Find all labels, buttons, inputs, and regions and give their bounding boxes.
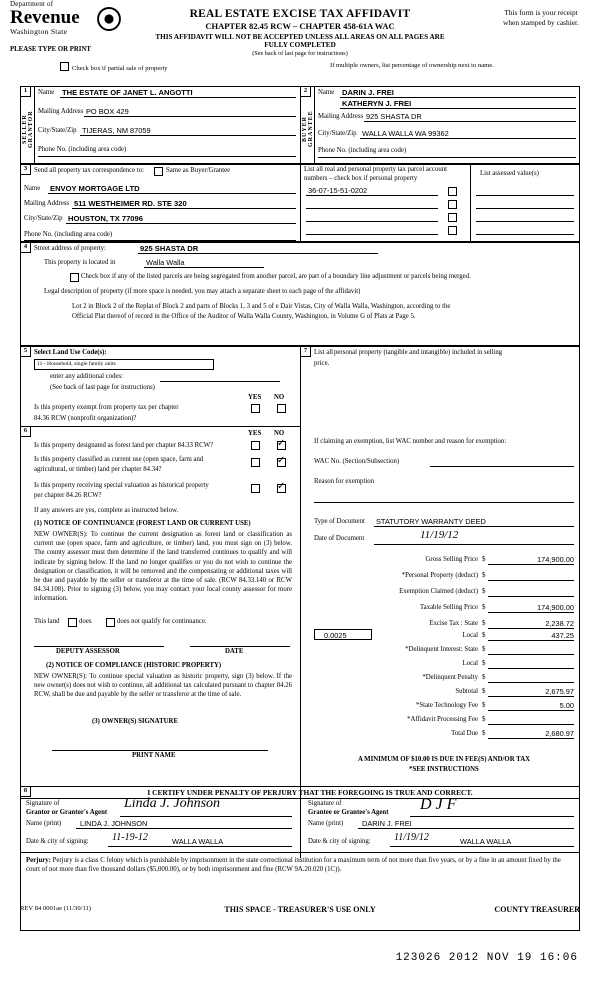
section-8-top-rule — [20, 786, 580, 787]
s6-yes-header: YES — [248, 430, 262, 437]
amount-row-12-value[interactable]: 2,680.97 — [545, 729, 574, 738]
amount-row-0-value[interactable]: 174,900.00 — [537, 555, 574, 564]
doc-date-value[interactable]: 11/19/12 — [420, 529, 459, 541]
assessed-row-1-rule — [476, 208, 574, 209]
located-in-label: This property is located in — [44, 259, 116, 266]
land-use-selected: 11 - Household, single family units — [37, 361, 116, 367]
perjury-text — [26, 856, 574, 875]
corr-citystatezip-rule — [66, 223, 296, 224]
amount-row-9-rule — [488, 696, 574, 697]
amount-row-9-label: Subtotal — [455, 688, 478, 695]
seller-name-rule — [60, 97, 296, 98]
assessed-row-3-rule — [476, 234, 574, 235]
seller-mailing-value[interactable]: PO BOX 429 — [86, 107, 129, 116]
title-line-3: THIS AFFIDAVIT WILL NOT BE ACCEPTED UNLESS ALL AREAS ON ALL PAGES ARE FULLY COMPLETED — [155, 33, 445, 49]
land-use-see-back: (See back of last page for instructions) — [50, 384, 155, 391]
assessed-header: List assessed value(s) — [480, 170, 539, 177]
footer-revision: REV 84 0001ae (11/30/11) — [20, 905, 91, 912]
amount-row-0-label: Gross Selling Price — [425, 556, 478, 563]
s6-question-2b: agricultural, or timber) land per chapter 84.34? — [34, 466, 162, 473]
owner-signature-heading: (3) OWNER(S) SIGNATURE — [92, 718, 178, 725]
does-qualify-checkbox[interactable] — [68, 618, 77, 627]
does-not-label: does not qualify for continuance. — [117, 618, 207, 625]
notice-compliance-text: NEW OWNER(S): To continue special valuation as historic property, sign (3) below. If the new owner(s) does not wish to continue, all additional tax calculated pursuant to chapter 84.26 RCW, shall be due and payable by the seller or transferor at the time of sale. — [34, 673, 292, 699]
exempt-question-line-2: 84.36 RCW (nonprofit organization)? — [34, 415, 137, 422]
owner-signature-rule — [52, 750, 268, 751]
buyer-mailing-value[interactable]: 925 SHASTA DR — [366, 112, 422, 121]
grantor-name-label: Name (print) — [26, 820, 62, 827]
seller-citystatezip-rule — [80, 135, 296, 136]
amount-row-5-value[interactable]: 437.25 — [551, 631, 574, 640]
s6-question-3b: per chapter 84.26 RCW? — [34, 492, 102, 499]
section-7-number: 7 — [300, 346, 311, 357]
assessor-date-rule — [190, 646, 290, 647]
s6-question-3a: Is this property receiving special valuation as historical property — [34, 482, 209, 489]
amount-row-11-prefix: $ — [482, 716, 486, 723]
section-1-number: 1 — [20, 86, 31, 97]
corr-citystatezip-value[interactable]: HOUSTON, TX 77096 — [68, 214, 143, 223]
grantee-date-label: Date & city of signing: — [308, 838, 371, 845]
does-label: does — [79, 618, 92, 625]
this-land-label: This land — [34, 618, 60, 625]
amount-row-1-label: *Personal Property (deduct) — [401, 572, 478, 579]
deputy-assessor-label: DEPUTY ASSESSOR — [56, 648, 120, 655]
grantor-signature-handwriting[interactable]: Linda J. Johnson — [124, 796, 221, 811]
amount-row-7-prefix: $ — [482, 660, 486, 667]
seller-mailing-rule — [84, 116, 296, 117]
amount-row-2-rule — [488, 596, 574, 597]
exempt-yes-checkbox[interactable] — [251, 404, 260, 413]
grantor-name-value[interactable]: LINDA J. JOHNSON — [80, 819, 148, 828]
parcel-row-3-checkbox[interactable] — [448, 226, 457, 235]
exempt-no-checkbox[interactable] — [277, 404, 286, 413]
parcel-row-3-rule — [306, 234, 438, 235]
corr-name-rule — [48, 193, 296, 194]
seller-citystatezip-label: City/State/Zip — [38, 127, 77, 134]
print-name-label: PRINT NAME — [132, 752, 176, 759]
amount-row-12-prefix: $ — [482, 730, 486, 737]
amount-row-8-rule — [488, 682, 574, 683]
multiple-owners-note: If multiple owners, list percentage of ownership next to name. — [330, 62, 494, 69]
s6-q1-yes-checkbox[interactable] — [251, 441, 260, 450]
corr-mailing-rule — [72, 208, 296, 209]
amount-row-2-label: Exemption Claimed (deduct) — [399, 588, 478, 595]
amount-row-11-label: *Affidavit Processing Fee — [407, 716, 478, 723]
swirl-icon: ⦿ — [96, 6, 123, 35]
corr-mailing-value[interactable]: 511 WESTHEIMER RD. STE 320 — [74, 199, 187, 208]
amount-row-10-label: *State Technology Fee — [415, 702, 478, 709]
grantee-name-rule — [358, 828, 574, 829]
logo-state: Washington State — [10, 27, 68, 36]
perjury-label: Perjury: — [26, 857, 51, 864]
amount-row-0-prefix: $ — [482, 556, 486, 563]
grantor-signature-rule — [120, 816, 292, 817]
grantee-signature-handwriting[interactable]: D J F — [420, 796, 457, 813]
section-4-number: 4 — [20, 242, 31, 253]
amount-row-2-prefix: $ — [482, 588, 486, 595]
exempt-question-line-1: Is this property exempt from property tax per chapter — [34, 404, 179, 411]
parcel-row-2-rule — [306, 221, 438, 222]
s7-line-3: price. — [314, 360, 330, 367]
certify-heading-rule — [20, 798, 580, 799]
grantee-name-label: Name (print) — [308, 820, 344, 827]
amount-row-1-rule — [488, 580, 574, 581]
buyer-name-label: Name — [318, 89, 335, 96]
section-6-top-rule — [20, 426, 300, 427]
minimum-due-note: A MINIMUM OF $10.00 IS DUE IN FEE(S) AND/OR TAX — [357, 756, 531, 763]
parcel-header-line-2: numbers – check box if personal property — [304, 175, 418, 182]
seller-phone-rule — [38, 156, 296, 157]
footer-treasurer-space: THIS SPACE - TREASURER'S USE ONLY — [224, 905, 376, 914]
please-type-or-print: PLEASE TYPE OR PRINT — [10, 46, 91, 53]
reason-exemption-rule — [314, 502, 574, 503]
buyer-citystatezip-rule — [360, 138, 576, 139]
buyer-name-rule-2 — [340, 108, 576, 109]
street-address-value[interactable]: 925 SHASTA DR — [140, 244, 199, 253]
section-3-number: 3 — [20, 164, 31, 175]
grantor-date-label: Date & city of signing: — [26, 838, 89, 845]
segregate-checkbox[interactable] — [70, 273, 79, 282]
amount-row-5-rule — [488, 640, 574, 641]
seller-side-divider — [34, 86, 35, 164]
s6-if-any-note: If any answers are yes, complete as instructed below. — [34, 507, 179, 514]
amount-row-0-rule — [488, 564, 574, 565]
logo-revenue: Revenue — [10, 7, 80, 28]
located-in-value[interactable]: Walla Walla — [146, 258, 185, 267]
title-line-1: REAL ESTATE EXCISE TAX AFFIDAVIT — [189, 8, 411, 20]
corr-name-value[interactable]: ENVOY MORTGAGE LTD — [50, 184, 140, 193]
amount-row-11-rule — [488, 724, 574, 725]
receipt-note — [482, 8, 600, 28]
amount-row-8-label: *Delinquent Penalty — [422, 674, 478, 681]
amount-row-4-rule — [488, 628, 574, 629]
s6-q3-no-mark: ✓ — [277, 481, 286, 492]
buyer-citystatezip-label: City/State/Zip — [318, 130, 357, 137]
grantor-signature-label-1: Signature of — [26, 800, 60, 807]
amount-row-3-prefix: $ — [482, 604, 486, 611]
s7-line-2: personal property (tangible and intangible) included in selling — [334, 349, 503, 356]
assessor-date-label: DATE — [225, 648, 244, 655]
assessed-row-2-rule — [476, 221, 574, 222]
amount-row-6-label: *Delinquent Interest: State — [405, 646, 478, 653]
buyer-name-value-1[interactable]: DARIN J. FREI — [342, 88, 394, 97]
local-rate-value: 0.0025 — [324, 631, 347, 640]
correspondence-divider — [300, 164, 301, 242]
assessed-divider — [470, 164, 471, 242]
amount-row-6-prefix: $ — [482, 646, 486, 653]
amount-row-4-prefix: $ — [482, 620, 486, 627]
seller-phone-label: Phone No. (including area code) — [38, 146, 127, 153]
buyer-side-divider — [314, 86, 315, 164]
s6-question-1: Is this property designated as forest land per chapter 84.33 RCW? — [34, 442, 214, 449]
amount-row-3-value[interactable]: 174,900.00 — [537, 603, 574, 612]
doc-date-rule — [374, 544, 574, 545]
amount-row-12-label: Total Due — [451, 730, 478, 737]
doc-type-value[interactable]: STATUTORY WARRANTY DEED — [376, 517, 486, 526]
grantee-signature-rule — [410, 816, 574, 817]
amount-row-10-rule — [488, 710, 574, 711]
street-address-rule — [138, 253, 378, 254]
parcel-row-0-rule — [306, 195, 438, 196]
form-frame — [20, 26, 580, 936]
grantor-name-rule — [76, 828, 292, 829]
legal-description-label: Legal description of property (if more space is needed, you may attach a separate sheet to each page of the affidavit) — [44, 288, 361, 295]
send-correspondence-label: Send all property tax correspondence to: — [34, 167, 145, 174]
section-6-number: 6 — [20, 426, 31, 437]
seller-side-label: SELLER GRANTOR — [22, 110, 34, 148]
title-line-2: CHAPTER 82.45 RCW – CHAPTER 458-61A WAC — [205, 21, 395, 31]
grantor-city-value[interactable]: WALLA WALLA — [172, 837, 224, 846]
receipt-line-1: This form is your receipt — [504, 8, 578, 17]
notice-continuance-heading: (1) NOTICE OF CONTINUANCE (FOREST LAND OR CURRENT USE) — [34, 520, 251, 527]
perjury-body: Perjury is a class C felony which is punishable by imprisonment in the state correctional institution for a maximum term of not more than five years, or by a fine in an amount fixed by the court of not more than five thousand dollars ($5,000.00), or by both imprisonment and fine (RCW 9A.20.020 (1C)). — [26, 857, 561, 874]
grantor-date-rule — [108, 846, 292, 847]
partial-sale-label: Check box if partial sale of property — [72, 65, 168, 72]
amount-row-4-value[interactable]: 2,238.72 — [545, 619, 574, 628]
amount-row-3-label: Taxable Selling Price — [419, 604, 478, 611]
doc-type-rule — [374, 526, 574, 527]
party-divider — [300, 86, 301, 164]
amount-row-3-rule — [488, 612, 574, 613]
corr-citystatezip-label: City/State/Zip — [24, 215, 63, 222]
treasurer-stamp: 123026 2012 NOV 19 16:06 — [395, 952, 578, 964]
amount-row-10-prefix: $ — [482, 702, 486, 709]
see-instructions-note: *SEE INSTRUCTIONS — [409, 766, 479, 773]
parcel-row-0-value[interactable]: 36-07-15-51-0202 — [308, 186, 368, 195]
parcel-row-1-rule — [306, 208, 438, 209]
seller-mailing-label: Mailing Address — [38, 108, 84, 115]
seller-citystatezip-value[interactable]: TIJERAS, NM 87059 — [82, 126, 151, 135]
s6-q1-no-mark: ✓ — [277, 438, 286, 449]
amount-row-1-prefix: $ — [482, 572, 486, 579]
corr-name-label: Name — [24, 185, 41, 192]
footer-county-treasurer: COUNTY TREASURER — [494, 905, 580, 914]
buyer-name-value-2[interactable]: KATHERYN J. FREI — [342, 99, 412, 108]
buyer-side-label: BUYER GRANTEE — [302, 110, 314, 148]
seller-name-value[interactable]: THE ESTATE OF JANET L. ANGOTTI — [62, 88, 193, 97]
buyer-mailing-label: Mailing Address — [318, 113, 364, 120]
amount-row-5-prefix: $ — [482, 632, 486, 639]
parcel-row-2-checkbox[interactable] — [448, 213, 457, 222]
reason-exemption-label: Reason for exemption — [314, 478, 375, 485]
land-use-yes-header: YES — [248, 394, 262, 401]
amount-row-7-label: Local — [462, 660, 478, 667]
s6-question-2a: Is this property classified as current use (open space, farm and — [34, 456, 204, 463]
parcel-row-1-checkbox[interactable] — [448, 200, 457, 209]
exemption-claim-label: If claiming an exemption, list WAC number and reason for exemption: — [314, 438, 507, 445]
land-use-title: Select Land Use Code(s): — [34, 349, 107, 356]
section-2-number: 2 — [300, 86, 311, 97]
amount-row-6-rule — [488, 654, 574, 655]
amount-row-10-value[interactable]: 5.00 — [559, 701, 574, 710]
buyer-mailing-rule — [364, 121, 576, 122]
assessed-row-0-rule — [476, 195, 574, 196]
amount-row-9-prefix: $ — [482, 688, 486, 695]
section-8-number: 8 — [20, 786, 31, 797]
receipt-line-2: when stamped by cashier. — [503, 18, 579, 27]
notice-compliance-heading: (2) NOTICE OF COMPLIANCE (HISTORIC PROPERTY) — [46, 662, 222, 669]
buyer-phone-label: Phone No. (including area code) — [318, 147, 407, 154]
grantee-date-rule — [390, 846, 574, 847]
legal-description-line-1: Lot 2 in Block 2 of the Replat of Block 2 and parts of Blocks 1, 3 and 5 of e Dair Vistas, City of Walla Walla, Washington, according to the — [72, 303, 451, 310]
amount-row-4-label: Excise Tax : State — [429, 620, 478, 627]
certify-divider — [300, 798, 301, 858]
amount-row-5-label: Local — [462, 632, 478, 639]
s6-q2-no-mark: ✓ — [277, 455, 286, 466]
deputy-assessor-rule — [34, 646, 164, 647]
grantee-name-value[interactable]: DARIN J. FREI — [362, 819, 412, 828]
doc-type-label: Type of Document — [314, 518, 365, 525]
corr-phone-label: Phone No. (including area code) — [24, 231, 113, 238]
logo-department: Department of — [10, 0, 54, 8]
legal-description-line-2: Official Plat thereof of record in the Office of the Auditor of Walla Walla County, Washington, in Volume G of Plats at Page 5. — [72, 313, 416, 320]
land-use-no-header: NO — [274, 394, 285, 401]
segregate-note: Check box if any of the listed parcels are being segregated from another parcel, are part of a boundary line adjustment or parcels being merged. — [81, 273, 471, 280]
buyer-name-rule-1 — [340, 97, 576, 98]
certify-heading: I CERTIFY UNDER PENALTY OF PERJURY THAT THE FOREGOING IS TRUE AND CORRECT. — [147, 788, 473, 797]
doc-date-label: Date of Document — [314, 535, 365, 542]
s7-line-1: List all — [314, 349, 334, 356]
grantee-signature-label-2: Grantee or Grantee's Agent — [308, 809, 389, 816]
grantor-date-value[interactable]: 11-19-12 — [112, 832, 148, 843]
buyer-phone-rule — [318, 157, 576, 158]
grantee-date-value[interactable]: 11/19/12 — [394, 832, 429, 843]
additional-codes-label: enter any additional codes: — [50, 373, 124, 380]
amount-row-9-value[interactable]: 2,675.97 — [545, 687, 574, 696]
grantee-signature-label-1: Signature of — [308, 800, 342, 807]
located-in-rule — [144, 267, 264, 268]
wac-number-label: WAC No. (Section/Subsection) — [314, 458, 400, 465]
additional-codes-rule — [160, 381, 280, 382]
corr-phone-rule — [24, 240, 296, 241]
parcel-row-0-checkbox[interactable] — [448, 187, 457, 196]
buyer-citystatezip-value[interactable]: WALLA WALLA WA 99362 — [362, 129, 449, 138]
grantor-signature-label-2: Grantor or Grantor's Agent — [26, 809, 108, 816]
does-not-qualify-checkbox[interactable] — [106, 618, 115, 627]
s6-q3-yes-checkbox[interactable] — [251, 484, 260, 493]
s6-no-header: NO — [274, 430, 285, 437]
amount-row-8-prefix: $ — [482, 674, 486, 681]
parcel-header-line-1: List all real and personal property tax parcel account — [304, 166, 448, 173]
street-address-label: Street address of property: — [34, 245, 106, 252]
section-5-number: 5 — [20, 346, 31, 357]
wac-number-rule — [430, 466, 574, 467]
amount-row-12-rule — [488, 738, 574, 739]
same-as-buyer-label: Same as Buyer/Grantee — [166, 167, 231, 174]
same-as-buyer-checkbox[interactable] — [154, 167, 163, 176]
grantee-city-value[interactable]: WALLA WALLA — [460, 837, 512, 846]
amount-row-7-rule — [488, 668, 574, 669]
title-line-4: (See back of last page for instructions) — [252, 50, 348, 57]
corr-mailing-label: Mailing Address — [24, 200, 70, 207]
perjury-top-rule — [20, 852, 580, 853]
s6-q2-yes-checkbox[interactable] — [251, 458, 260, 467]
notice-continuance-text: NEW OWNER(S): To continue the current designation as forest land or classification as current use (open space, farm and agriculture, or timber) land, you must sign on (3) below. The county assessor must then determine if the land transferred continues to qualify and will indicate by signing below. If the land no longer qualifies or you do not wish to continue the designation or classification, it will be removed and the compensating or additional taxes will be due and payable by the seller or transferor at the time of sale. (RCW 84.33.140 or RCW 84.34.108). Prior to signing (3) below, you may contact your local county assessor for more information. — [34, 531, 292, 603]
lower-split-divider — [300, 346, 301, 846]
seller-name-label: Name — [38, 89, 55, 96]
